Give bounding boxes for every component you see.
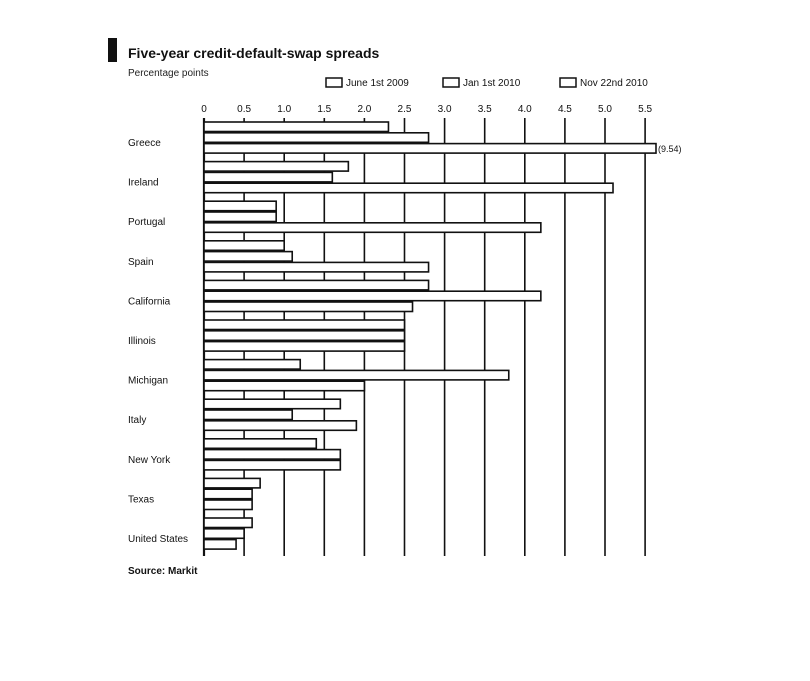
- bar: [204, 320, 405, 330]
- bar: [204, 302, 413, 312]
- bar: [204, 381, 364, 391]
- bar: [204, 489, 252, 499]
- title-accent-bar: [108, 38, 117, 62]
- x-tick-label: 0: [201, 104, 207, 115]
- category-label: Spain: [128, 256, 154, 268]
- category-label: United States: [128, 534, 189, 545]
- bar: [204, 421, 356, 431]
- x-tick-label: 0.5: [237, 104, 252, 115]
- bar: [204, 183, 613, 193]
- bar: [204, 500, 252, 510]
- chart-source: Source: Markit: [128, 566, 198, 577]
- legend-swatch: [443, 78, 459, 87]
- x-tick-label: 2.0: [357, 104, 372, 115]
- legend-label: June 1st 2009: [346, 78, 409, 89]
- bar: [204, 201, 276, 211]
- category-label: Michigan: [128, 375, 169, 387]
- bar: [204, 241, 284, 251]
- bar: [204, 223, 541, 233]
- bar: [204, 478, 260, 488]
- category-label: Portugal: [128, 217, 166, 229]
- bar: [204, 172, 332, 182]
- bar: [204, 439, 316, 449]
- category-label: Illinois: [128, 336, 156, 347]
- bar: [204, 331, 405, 341]
- bars: [204, 122, 656, 549]
- x-tick-label: 2.5: [397, 104, 412, 115]
- x-tick-label: 1.0: [277, 104, 292, 115]
- legend-swatch: [326, 78, 342, 87]
- bar: [204, 399, 340, 409]
- legend-swatch: [560, 78, 576, 87]
- x-tick-label: 1.5: [317, 104, 332, 115]
- bar: [204, 162, 348, 172]
- x-tick-label: 5.0: [598, 104, 612, 115]
- bar: [204, 460, 340, 470]
- annotations: [658, 144, 682, 154]
- bar: [204, 122, 388, 132]
- legend-label: Nov 22nd 2010: [580, 78, 648, 89]
- bar: [204, 540, 236, 550]
- category-label: Greece: [128, 138, 161, 149]
- category-label: California: [128, 296, 171, 308]
- bar: [204, 262, 429, 272]
- bar: [204, 280, 429, 290]
- category-label: Ireland: [128, 177, 159, 189]
- x-tick-label: 4.0: [517, 104, 532, 115]
- x-tick-label: 3.5: [477, 104, 492, 115]
- legend: [326, 78, 648, 89]
- category-label: New York: [128, 454, 171, 466]
- bar: [204, 342, 405, 352]
- bar: [204, 360, 300, 370]
- bar-annotation: (9.54): [658, 144, 682, 155]
- bar: [204, 144, 656, 154]
- bar: [204, 518, 252, 528]
- bar: [204, 212, 276, 222]
- category-labels: [128, 138, 188, 545]
- x-tick-label: 4.5: [557, 104, 572, 115]
- bar: [204, 410, 292, 420]
- chart-subtitle: Percentage points: [128, 68, 209, 79]
- category-label: Italy: [128, 415, 147, 427]
- x-tick-label: 3.0: [437, 104, 452, 115]
- bar: [204, 450, 340, 460]
- bar: [204, 370, 509, 380]
- x-axis-ticks: [201, 104, 652, 115]
- bar: [204, 133, 429, 143]
- category-label: Texas: [128, 494, 155, 506]
- bar: [204, 291, 541, 301]
- legend-label: Jan 1st 2010: [463, 78, 521, 89]
- x-tick-label: 5.5: [638, 104, 653, 115]
- bar: [204, 529, 244, 539]
- bar: [204, 252, 292, 262]
- chart-title: Five-year credit-default-swap spreads: [128, 45, 380, 61]
